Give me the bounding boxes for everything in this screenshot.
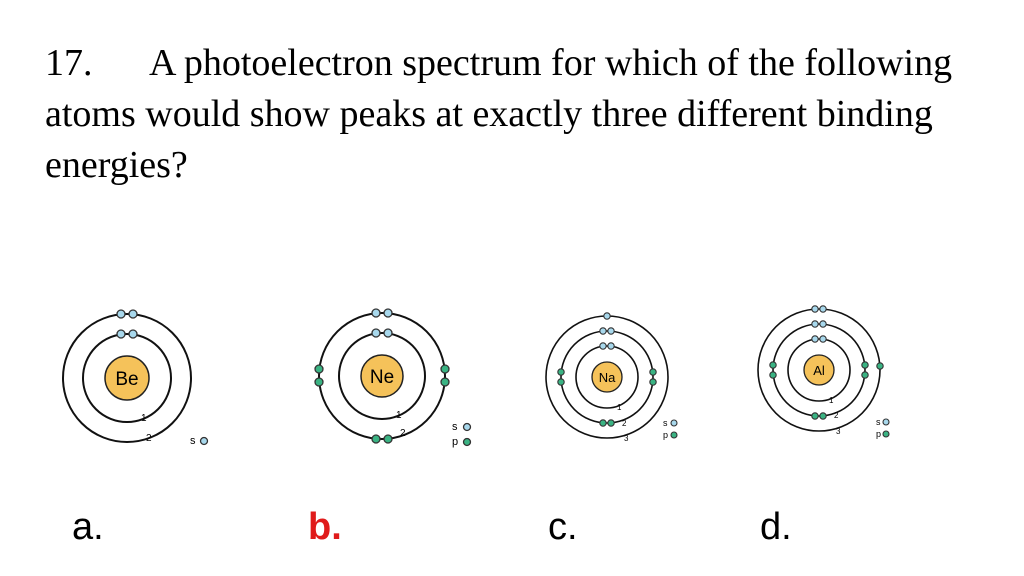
s-electron bbox=[372, 329, 380, 337]
element-symbol: Na bbox=[598, 370, 616, 385]
s-electron bbox=[384, 309, 392, 317]
legend-s-electron bbox=[671, 420, 677, 426]
bohr-diagram-ne bbox=[312, 292, 482, 457]
legend-s-electron bbox=[883, 419, 889, 425]
p-electron bbox=[384, 435, 392, 443]
shell-label: 2 bbox=[146, 433, 152, 444]
shell-label: 3 bbox=[836, 427, 841, 436]
p-electron bbox=[558, 369, 564, 375]
question-number: 17. bbox=[45, 42, 93, 84]
bohr-diagram-al bbox=[755, 292, 905, 457]
s-electron bbox=[812, 306, 818, 312]
s-electron bbox=[604, 313, 610, 319]
s-electron bbox=[372, 309, 380, 317]
p-electron bbox=[770, 362, 776, 368]
s-electron bbox=[608, 328, 614, 334]
legend-p-label: p bbox=[876, 429, 882, 439]
p-electron bbox=[862, 362, 868, 368]
bohr-diagram-be bbox=[55, 292, 225, 457]
shell-label: 1 bbox=[396, 410, 402, 421]
legend-p-label: p bbox=[452, 436, 459, 448]
legend-p-electron bbox=[671, 432, 677, 438]
option-b-label[interactable]: b. bbox=[308, 506, 342, 548]
s-electron bbox=[820, 306, 826, 312]
shell-label: 1 bbox=[141, 413, 147, 424]
s-electron bbox=[129, 330, 137, 338]
p-electron bbox=[862, 372, 868, 378]
p-electron bbox=[441, 378, 449, 386]
p-electron bbox=[315, 378, 323, 386]
option-a-label[interactable]: a. bbox=[72, 506, 104, 548]
s-electron bbox=[812, 321, 818, 327]
legend-p-electron bbox=[464, 439, 471, 446]
s-electron bbox=[384, 329, 392, 337]
p-electron bbox=[650, 369, 656, 375]
s-electron bbox=[129, 310, 137, 318]
s-electron bbox=[820, 336, 826, 342]
p-electron bbox=[441, 365, 449, 373]
p-electron bbox=[650, 379, 656, 385]
p-electron bbox=[315, 365, 323, 373]
p-electron bbox=[608, 420, 614, 426]
p-electron bbox=[812, 413, 818, 419]
p-electron bbox=[558, 379, 564, 385]
s-electron bbox=[608, 343, 614, 349]
s-electron bbox=[600, 343, 606, 349]
option-d-label[interactable]: d. bbox=[760, 506, 792, 548]
p-electron bbox=[372, 435, 380, 443]
element-symbol: Be bbox=[115, 369, 139, 390]
s-electron bbox=[812, 336, 818, 342]
p-electron bbox=[600, 420, 606, 426]
legend-s-label: s bbox=[876, 417, 881, 427]
shell-label: 2 bbox=[834, 411, 839, 420]
legend-s-label: s bbox=[663, 418, 668, 428]
legend-s-label: s bbox=[190, 435, 196, 447]
shell-label: 1 bbox=[829, 396, 834, 405]
s-electron bbox=[117, 310, 125, 318]
shell-label: 3 bbox=[624, 434, 629, 443]
element-symbol: Ne bbox=[369, 367, 395, 388]
question-body: A photoelectron spectrum for which of the following atoms would show peaks at exactly three different binding energies? bbox=[45, 42, 953, 186]
legend-p-label: p bbox=[663, 430, 669, 440]
s-electron bbox=[820, 321, 826, 327]
element-symbol: Al bbox=[813, 363, 825, 378]
s-electron bbox=[117, 330, 125, 338]
option-c-label[interactable]: c. bbox=[548, 506, 578, 548]
legend-p-electron bbox=[883, 431, 889, 437]
legend-s-label: s bbox=[452, 421, 458, 433]
question-text bbox=[45, 38, 995, 191]
s-electron bbox=[600, 328, 606, 334]
p-electron bbox=[820, 413, 826, 419]
shell-label: 2 bbox=[622, 419, 627, 428]
p-electron bbox=[877, 363, 883, 369]
legend-s-electron bbox=[464, 424, 471, 431]
bohr-diagram-na bbox=[540, 292, 690, 457]
shell-label: 1 bbox=[617, 403, 622, 412]
shell-label: 2 bbox=[400, 428, 406, 439]
legend-s-electron bbox=[201, 438, 208, 445]
p-electron bbox=[770, 372, 776, 378]
